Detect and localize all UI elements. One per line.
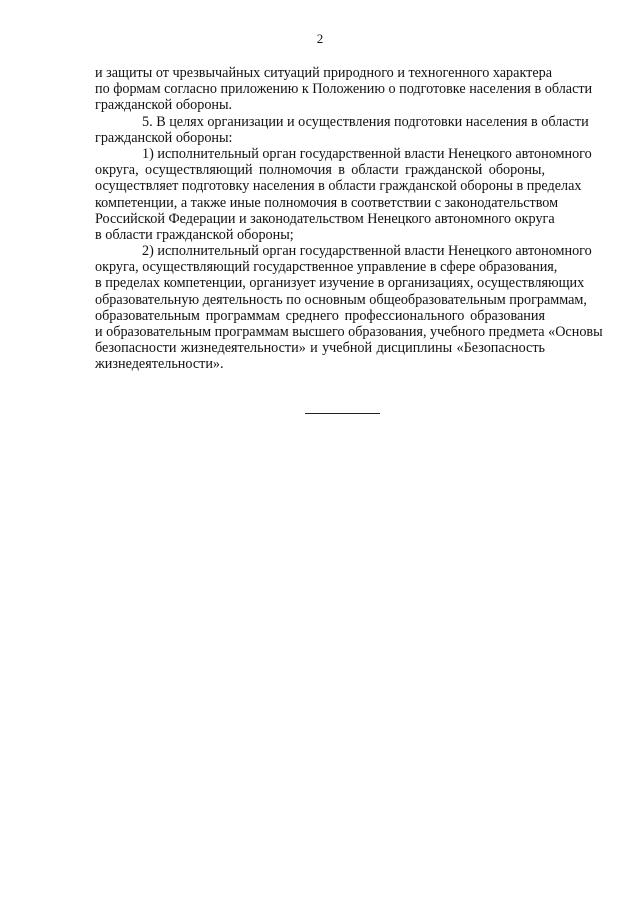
text-line: гражданской обороны: [95, 129, 233, 146]
text-line: 1) исполнительный орган государственной власти Ненецкого автономного [142, 145, 592, 162]
text-line: и защиты от чрезвычайных ситуаций природного и техногенного характера [95, 65, 553, 81]
text-line: в пределах компетенции, организует изучение в организациях, осуществляющих [95, 275, 585, 292]
text-line: в области гражданской обороны; [95, 226, 294, 243]
text-line: образовательную деятельность по основным общеобразовательным программам, [95, 291, 587, 308]
text-line: компетенции, а также иные полномочия в соответствии с законодательством [95, 194, 559, 211]
end-divider [305, 413, 380, 414]
text-line: по формам согласно приложению к Положению о подготовке населения в области [95, 81, 593, 98]
text-line: округа, осуществляющий полномочия в области гражданской обороны, [95, 162, 545, 179]
text-line: округа, осуществляющий государственное управление в сфере образования, [95, 259, 558, 276]
text-line: жизнедеятельности». [95, 356, 224, 373]
text-line: образовательным программам среднего профессионального образования [95, 307, 545, 324]
text-line: 2) исполнительный орган государственной власти Ненецкого автономного [142, 243, 592, 260]
text-line: гражданской обороны. [95, 97, 233, 114]
page-number: 2 [316, 31, 324, 46]
text-line: безопасности жизнедеятельности» и учебной дисциплины «Безопасность [95, 340, 545, 357]
text-line: 5. В целях организации и осуществления подготовки населения в области [142, 113, 589, 130]
text-line: осуществляет подготовку населения в области гражданской обороны в пределах [95, 178, 582, 195]
text-line: и образовательным программам высшего образования, учебного предмета «Основы [95, 324, 603, 340]
document-body [95, 65, 603, 373]
text-line: Российской Федерации и законодательством Ненецкого автономного округа [95, 210, 555, 227]
